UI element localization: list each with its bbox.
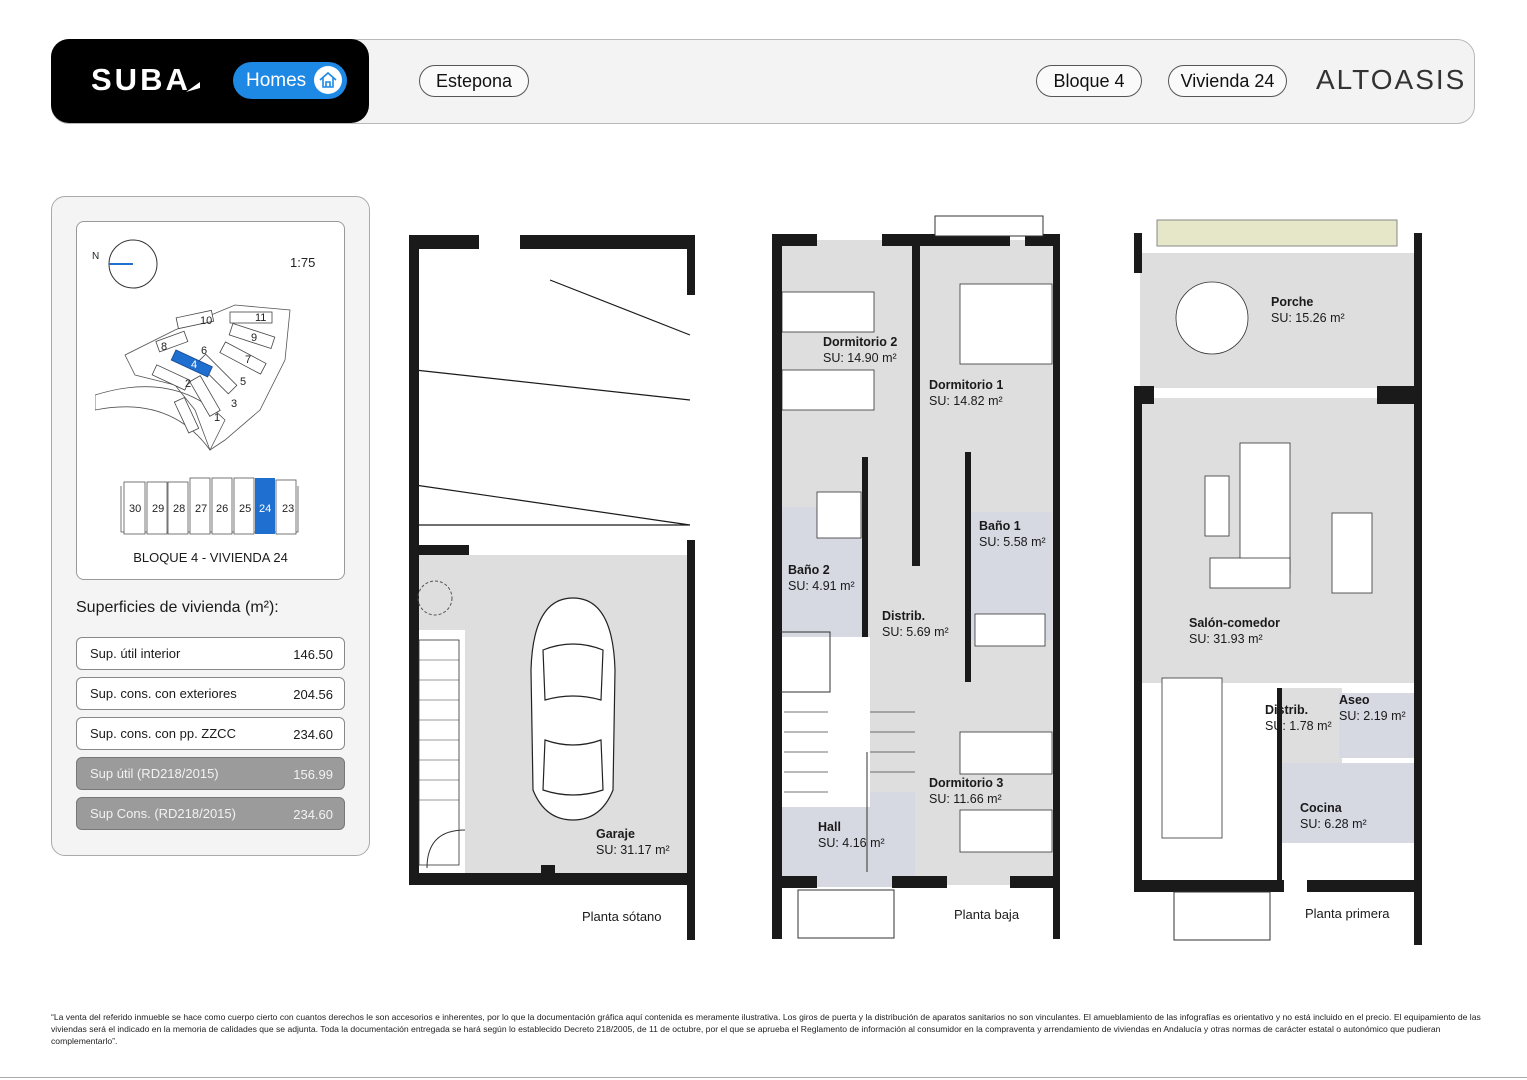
room-area: SU: 11.66 m² [929, 792, 1002, 806]
home-icon [313, 65, 343, 95]
plot-number: 8 [161, 341, 168, 353]
room-name: Dormitorio 1 [929, 378, 1004, 392]
plot-number: 9 [251, 332, 258, 344]
unit-number-selected: 24 [259, 503, 272, 515]
surface-label: Sup. cons. con exteriores [90, 686, 237, 701]
room-name: Hall [818, 820, 841, 834]
room-label [1189, 615, 1280, 647]
plot-number: 6 [201, 345, 208, 357]
compass-icon [90, 237, 160, 293]
room-label [596, 826, 670, 858]
surface-value: 234.60 [293, 727, 333, 742]
block-unit-caption: BLOQUE 4 - VIVIENDA 24 [133, 550, 288, 565]
room-label [1300, 800, 1367, 832]
room-label [929, 377, 1003, 409]
plot-number-selected: 4 [191, 359, 198, 371]
plot-number: 10 [200, 315, 213, 327]
room-label [788, 562, 855, 594]
plot-number: 5 [240, 376, 247, 388]
room-label [818, 819, 885, 851]
plot-number: 1 [214, 412, 221, 424]
unit-number: 30 [129, 503, 142, 515]
room-name: Distrib. [882, 609, 926, 623]
scale-label: 1:75 [290, 255, 316, 270]
room-label [1339, 692, 1406, 724]
plot-number: 7 [245, 354, 252, 366]
first-plan-label: Planta primera [1305, 906, 1390, 921]
room-area: SU: 5.58 m² [979, 535, 1046, 549]
basement-plan-label: Planta sótano [582, 909, 662, 924]
room-name: Cocina [1300, 801, 1342, 815]
surface-label: Sup. útil interior [90, 646, 181, 661]
surface-label: Sup Cons. (RD218/2015) [90, 806, 236, 821]
room-area: SU: 14.82 m² [929, 394, 1003, 408]
surface-label: Sup útil (RD218/2015) [90, 766, 219, 781]
unit-chip[interactable]: Vivienda 24 [1168, 65, 1287, 97]
surface-row [76, 637, 345, 670]
room-label [823, 334, 897, 366]
room-label [882, 608, 949, 640]
block-units-diagram [118, 474, 303, 536]
surface-row [76, 717, 345, 750]
room-area: SU: 4.16 m² [818, 836, 885, 850]
room-name: Dormitorio 2 [823, 335, 898, 349]
room-label [1265, 702, 1332, 734]
room-area: SU: 5.69 m² [882, 625, 949, 639]
room-name: Baño 2 [788, 563, 830, 577]
surface-row [76, 757, 345, 790]
room-area: SU: 1.78 m² [1265, 719, 1332, 733]
room-area: SU: 31.17 m² [596, 843, 670, 857]
developer-logo: ALTOASIS [1316, 64, 1467, 95]
surface-row [76, 677, 345, 710]
room-label [929, 775, 1003, 807]
plot-number: 3 [231, 398, 238, 410]
legal-disclaimer: “La venta del referido inmueble se hace como cuerpo cierto con cuantos derechos le son accesorios e inherentes, por lo que la documentación gráfica aquí contenida es meramente ilustrativa. Los giros de puerta y la distribución de aparatos sanitarios no son vinculantes. El amueblamiento de las infografías es orientativo y no está incluido en el precio. El equipamiento de las viviendas será el indicado en la memoria de calidades que se adjunta. Toda la documentación entregada se hará según lo establecido Decreto 218/2005, de 11 de octubre, por el que se aprueba el Reglamento de información al consumidor en la compraventa y arrendamiento de viviendas en Andalucía y otras normas de carácter estatal o autonómico que pudieran complementarlo”. [51, 1012, 1481, 1046]
room-area: SU: 2.19 m² [1339, 709, 1406, 723]
room-name: Porche [1271, 295, 1314, 309]
unit-number: 23 [282, 503, 295, 515]
unit-number: 26 [216, 503, 229, 515]
room-name: Garaje [596, 827, 635, 841]
room-name: Aseo [1339, 693, 1370, 707]
surface-value: 234.60 [293, 807, 333, 822]
surfaces-title: Superficies de vivienda (m²): [76, 599, 279, 616]
room-label [1271, 294, 1345, 326]
location-chip[interactable]: Estepona [419, 65, 529, 97]
room-name: Baño 1 [979, 519, 1021, 533]
page-divider [0, 1077, 1527, 1078]
room-name: Dormitorio 3 [929, 776, 1004, 790]
site-plan [95, 300, 300, 455]
surface-value: 146.50 [293, 647, 333, 662]
brand-logo: SUBA [91, 62, 191, 97]
ground-plan-label: Planta baja [954, 907, 1020, 922]
room-name: Salón-comedor [1189, 616, 1280, 630]
unit-number: 29 [152, 503, 165, 515]
unit-number: 27 [195, 503, 208, 515]
unit-number: 25 [239, 503, 252, 515]
surface-value: 156.99 [293, 767, 333, 782]
room-area: SU: 31.93 m² [1189, 632, 1263, 646]
plot-number: 2 [185, 378, 192, 390]
surface-label: Sup. cons. con pp. ZZCC [90, 726, 236, 741]
room-area: SU: 15.26 m² [1271, 311, 1345, 325]
north-label: N [92, 251, 100, 262]
plot-number: 11 [255, 312, 267, 324]
room-area: SU: 14.90 m² [823, 351, 897, 365]
brand-slash-icon [182, 74, 204, 96]
surface-value: 204.56 [293, 687, 333, 702]
homes-label: Homes [246, 70, 307, 91]
homes-badge[interactable] [233, 62, 347, 99]
block-chip[interactable]: Bloque 4 [1036, 65, 1142, 97]
surface-row [76, 797, 345, 830]
room-area: SU: 4.91 m² [788, 579, 855, 593]
unit-number: 28 [173, 503, 186, 515]
room-area: SU: 6.28 m² [1300, 817, 1367, 831]
room-label [979, 518, 1046, 550]
room-name: Distrib. [1265, 703, 1309, 717]
